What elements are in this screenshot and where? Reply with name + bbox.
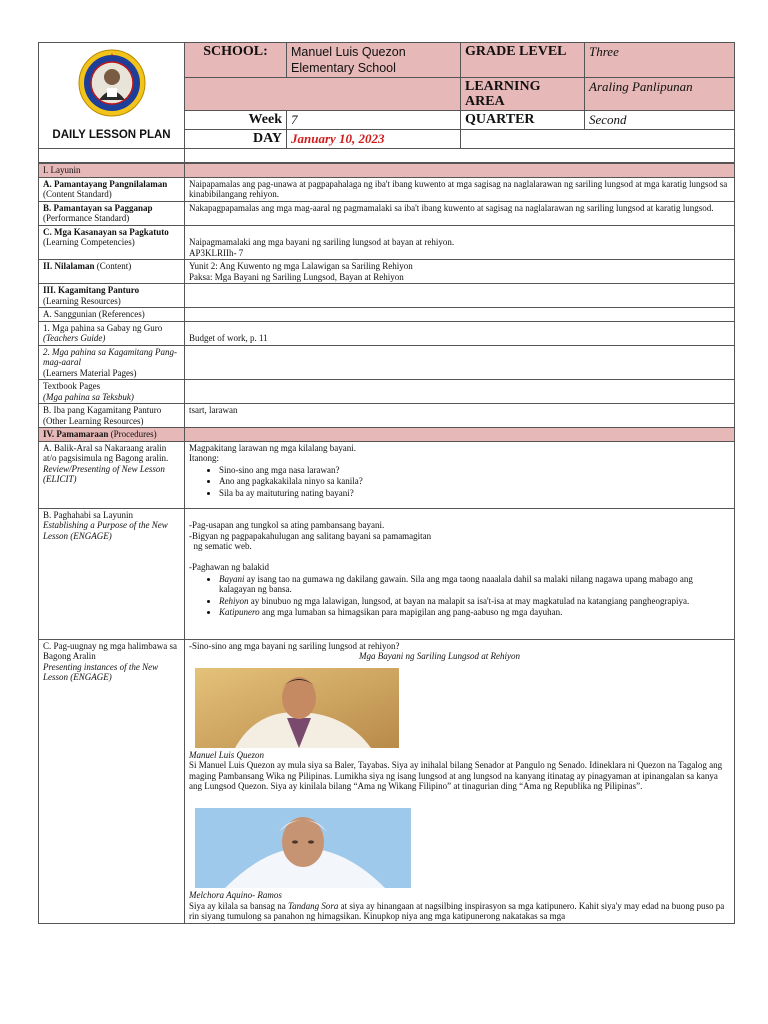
vocabulary-list [189,574,730,618]
performance-standard-label: B. Pamantayan sa Pagganap (Performance Standard) [39,201,185,225]
document-title: DAILY LESSON PLAN [52,129,171,141]
quarter-label: QUARTER [461,111,585,130]
list-item: • Katipunero ang mga lumaban sa himagsikan para mapigilan ang pang-aabuso ng mga dayuhan. [219,607,730,618]
purpose-label: B. Paghahabi sa Layunin Establishing a Purpose of the New Lesson (ENGAGE) [39,508,185,639]
school-name: Manuel Luis Quezon Elementary School [287,43,461,78]
learning-resources-label: III. Kagamitang Panturo (Learning Resources) [39,284,185,308]
list-item: • Sila ba ay maituturing nating bayani? [219,488,730,499]
day-blank [461,130,735,149]
header-table [38,42,735,163]
logo-cell [39,43,185,149]
teachers-guide-text: Budget of work, p. 11 [185,321,735,345]
section-layunin: I. Layunin [39,164,185,178]
quarter-value: Second [585,111,735,130]
week-value: 7 [287,111,461,130]
learning-competencies-label: C. Mga Kasanayan sa Pagkatuto (Learning Competencies) [39,225,185,260]
content-label: II. Nilalaman (Content) [39,260,185,284]
instances-label: C. Pag-uugnay ng mga halimbawa sa Bagong Aralin Presenting instances of the New Lesson (ENGAGE) [39,639,185,923]
heroes-caption: Mga Bayani ng Sariling Lungsod at Rehiyon [359,651,520,661]
spacer-right [185,149,735,163]
lesson-plan-page [38,42,734,924]
purpose-text: -Pag-usapan ang tungkol sa ating pambansang bayani. -Bigyan ng pagpapakahulugan ang salitang bayani sa pamamagitan ng sematic web. -Paghawan ng balakid • Bayani ay isang tao na gumawa ng dakilang gawain. Sila ang mga taong naaalala dahil sa malaki nilang nagawa upang mabago ang kalagayan ng bansa. • Rehiyon ay binubuo ng mga lalawigan, lungsod, at bayan na malapit sa isa't-isa at may magkatulad na katangiang pangheograpiya. • Katipunero ang mga lumaban sa himagsikan para mapigilan ang pang-aabuso ng mga dayuhan. [185,508,735,639]
textbook-pages-label: Textbook Pages (Mga pahina sa Teksbuk) [39,380,185,404]
content-standard-label: A. Pamantayang Pangnilalaman (Content Standard) [39,177,185,201]
header-blank [185,78,461,111]
hero2-name: Melchora Aquino- Ramos [189,890,282,900]
performance-standard-text: Nakapagpapamalas ang mga mag-aaral ng pagmamalaki sa iba't ibang kuwento at sagisag na naglalarawan ng sariling lungsod at karatig lungsod. [185,201,735,225]
review-label: A. Balik-Aral sa Nakaraang aralin at/o pagsisimula ng Bagong aralin. Review/Presenting of New Lesson (ELICIT) [39,441,185,508]
learners-material-label: 2. Mga pahina sa Kagamitang Pang-mag-aaral (Learners Material Pages) [39,345,185,380]
content-text: Yunit 2: Ang Kuwento ng mga Lalawigan sa Sariling Rehiyon Paksa: Mga Bayani ng Sariling Lungsod, Bayan at Rehiyon [185,260,735,284]
list-item: • Ano ang pagkakakilala ninyo sa kanila? [219,476,730,487]
list-item: • Rehiyon ay binubuo ng mga lalawigan, lungsod, at bayan na malapit sa isa't-isa at may magkatulad na katangiang pangheograpiya. [219,596,730,607]
learning-competencies-text: Naipagmamalaki ang mga bayani ng sariling lungsod at bayan at rehiyon. AP3KLRIIh- 7 [185,225,735,260]
review-questions [189,465,730,499]
hero1-name: Manuel Luis Quezon [189,749,264,760]
lesson-body-table [38,163,735,924]
quezon-portrait-image [195,668,399,748]
learning-area-value: Araling Panlipunan [585,78,735,111]
school-seal-icon [77,48,147,118]
list-item: • Sino-sino ang mga nasa larawan? [219,465,730,476]
review-text: Magpakitang larawan ng mga kilalang bayani. Itanong: • Sino-sino ang mga nasa larawan? • Ano ang pagkakakilala ninyo sa kanila? • Sila ba ay maituturing nating bayani? [185,441,735,508]
spacer-left [39,149,185,163]
instances-text: -Sino-sino ang mga bayani ng sariling lungsod at rehiyon? Mga Bayani ng Sariling Lungsod at Rehiyon Manuel Luis Quezon Si Manuel Luis Quezon ay mula siya sa Baler, Tayabas. Siya ay inihalal bilang Senador at Pangulo ng Senado. Idineklara ni Quezon na Tagalog ang maging Pambansang Wika ng Pilipinas. Lumikha siya ng isang lungsod at ang lungsod na kanyang itinatag ay pinagyaman at ipinangalan sa kanya ang Lungsod Quezon. Siya ay kinilala bilang “Ama ng Wikang Filipino” at tinagurian ding “Ama ng Republika ng Pilipinas”. Melchora Aquino- Ramos Siya ay kilala sa bansag na Tandang Sora at siya ay hinangaan at nagsilbing inspirasyon sa mga katipunero. Kahit siya'y may edad na buong puso pa rin siyang tumulong sa panahon ng himagsikan. Kinupkop niya ang mga katipunerong nakatakas sa mga [185,639,735,923]
content-standard-text: Naipapamalas ang pag-unawa at pagpapahalaga ng iba't ibang kuwento at mga sagisag na naglalarawan ng sariling lungsod at mga karatig lungsod sa kinabibilangang rehiyon. [185,177,735,201]
section-procedures: IV. Pamamaraan (Procedures) [39,428,185,442]
grade-level-label: GRADE LEVEL [461,43,585,78]
references-label: A. Sanggunian (References) [39,308,185,322]
teachers-guide-label: 1. Mga pahina sa Gabay ng Guro (Teachers Guide) [39,321,185,345]
melchora-portrait-image [195,808,411,888]
week-label: Week [185,111,287,130]
grade-level-value: Three [585,43,735,78]
hero1-text: Si Manuel Luis Quezon ay mula siya sa Baler, Tayabas. Siya ay inihalal bilang Senador at Pangulo ng Senado. Idineklara ni Quezon na Tagalog ang maging Pambansang Wika ng Pilipinas. Lumikha siya ng isang lungsod at ang lungsod na kanyang itinatag ay pinagyaman at ipinangalan sa kanya ang Lungsod Quezon. Siya ay kinilala bilang “Ama ng Wikang Filipino” at tinagurian ding “Ama ng Republika ng Pilipinas”. [189,760,723,791]
hero2-text: Siya ay kilala sa bansag na Tandang Sora at siya ay hinangaan at nagsilbing inspirasyon sa mga katipunero. Kahit siya'y may edad na buong puso pa rin siyang tumulong sa panahon ng himagsikan. Kinupkop niya ang mga katipunerong nakatakas sa mga [189,900,725,921]
day-value: January 10, 2023 [287,130,461,149]
day-label: DAY [185,130,287,149]
other-resources-text: tsart, larawan [185,404,735,428]
other-resources-label: B. Iba pang Kagamitang Panturo (Other Learning Resources) [39,404,185,428]
learning-area-label: LEARNING AREA [461,78,585,111]
list-item: • Bayani ay isang tao na gumawa ng dakilang gawain. Sila ang mga taong naaalala dahil sa malaki nilang nagawa upang mabago ang kalagayan ng bansa. [219,574,730,595]
school-label: SCHOOL: [185,43,287,78]
